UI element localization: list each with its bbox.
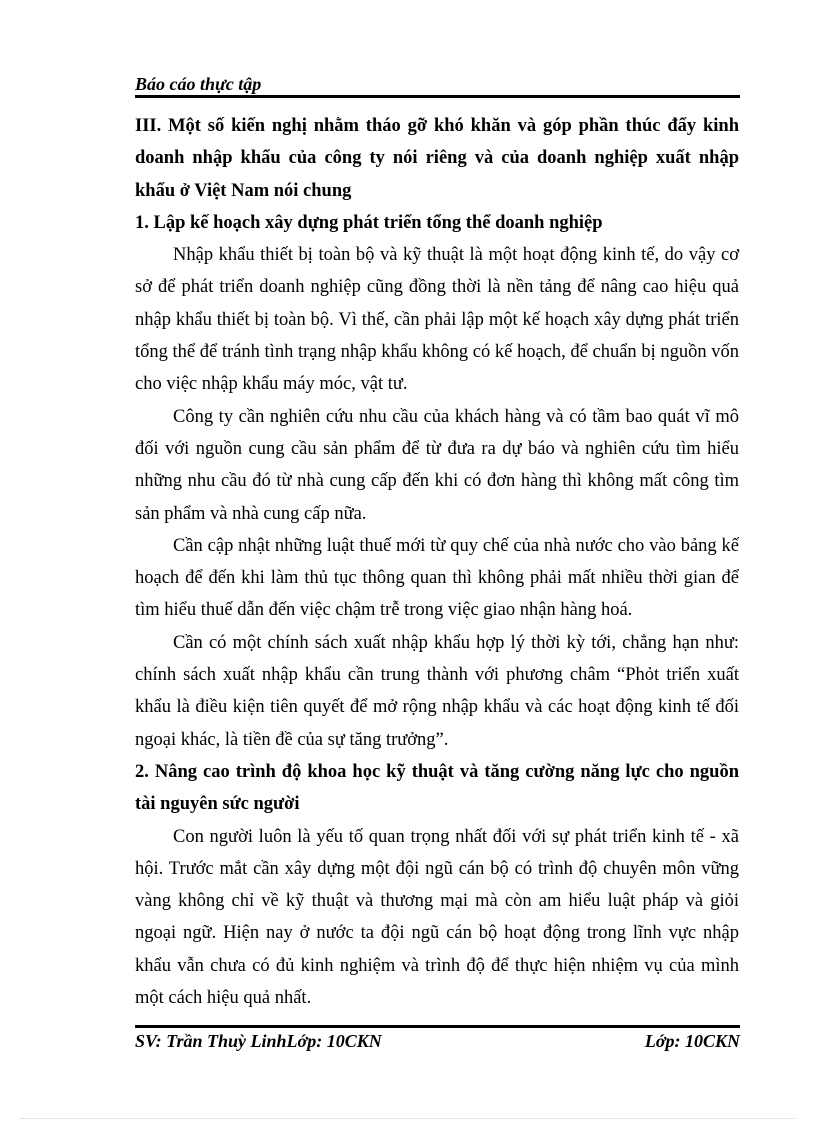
footer-class: Lớp: 10CKN (644, 1031, 740, 1051)
page-edge-divider (20, 1118, 796, 1119)
footer-student: SV: Trần Thuỳ LinhLớp: 10CKN (135, 1031, 382, 1051)
subsection-1-paragraph-3: Cần cập nhật những luật thuế mới từ quy chế của nhà nước cho vào bảng kế hoạch để đến khi làm thủ tục thông quan thì không phải mất nhiều thời gian để tìm hiểu thuế dẫn đến việc chậm trễ trong việc giao nhận hàng hoá. (135, 535, 739, 621)
header-title: Báo cáo thực tập (135, 74, 262, 94)
subsection-1-paragraph-2: Công ty cần nghiên cứu nhu cầu của khách hàng và có tầm bao quát vĩ mô đối với nguồn cung cầu sản phẩm để từ đưa ra dự báo và nghiên cứu tìm hiểu những nhu cầu đó từ nhà cung cấp đến khi có đơn hàng thì không mất công tìm sản phẩm và nhà cung cấp nữa. (135, 406, 739, 524)
subsection-1-paragraph-4: Cần có một chính sách xuất nhập khẩu hợp lý thời kỳ tới, chẳng hạn như: chính sách xuất nhập khẩu cần trung thành với phương châm “Phỏt triển xuất khẩu là điều kiện tiên quyết để mở rộng nhập khẩu và các hoạt động kinh tế đối ngoại khác, là tiền đề của sự tăng trưởng”. (135, 632, 739, 750)
header-divider (135, 95, 740, 98)
subsection-2-paragraph-1: Con người luôn là yếu tố quan trọng nhất đối với sự phát triển kinh tế - xã hội. Trước mắt cần xây dựng một đội ngũ cán bộ có trình độ chuyên môn vững vàng không chỉ về kỹ thuật và thương mại mà còn am hiểu luật pháp và giỏi ngoại ngữ. Hiện nay ở nước ta đội ngũ cán bộ hoạt động trong lĩnh vực nhập khẩu vẫn chưa có đủ kinh nghiệm và trình độ để thực hiện nhiệm vụ của mình một cách hiệu quả nhất. (135, 826, 739, 1009)
subsection-2-heading: 2. Nâng cao trình độ khoa học kỹ thuật và tăng cường năng lực cho nguồn tài nguyên sức người (135, 761, 739, 815)
section-heading: III. Một số kiến nghị nhằm tháo gỡ khó khăn và góp phần thúc đẩy kinh doanh nhập khẩu của công ty nói riêng và của doanh nghiệp xuất nhập khẩu ở Việt Nam nói chung (135, 116, 739, 201)
subsection-1-paragraph-1: Nhập khẩu thiết bị toàn bộ và kỹ thuật là một hoạt động kinh tế, do vậy cơ sở để phát triển doanh nghiệp cũng đồng thời là nền tảng để nâng cao hiệu quả nhập khẩu thiết bị toàn bộ. Vì thế, cần phải lập một kế hoạch xây dựng phát triển tổng thể để tránh tình trạng nhập khẩu không có kế hoạch, để chuẩn bị nguồn vốn cho việc nhập khẩu máy móc, vật tư. (135, 245, 739, 395)
document-body (135, 110, 739, 1014)
page-header (135, 73, 740, 95)
subsection-1-heading: 1. Lập kế hoạch xây dựng phát triển tổng thể doanh nghiệp (135, 212, 603, 233)
page-footer (135, 1030, 740, 1052)
footer-divider (135, 1025, 740, 1028)
